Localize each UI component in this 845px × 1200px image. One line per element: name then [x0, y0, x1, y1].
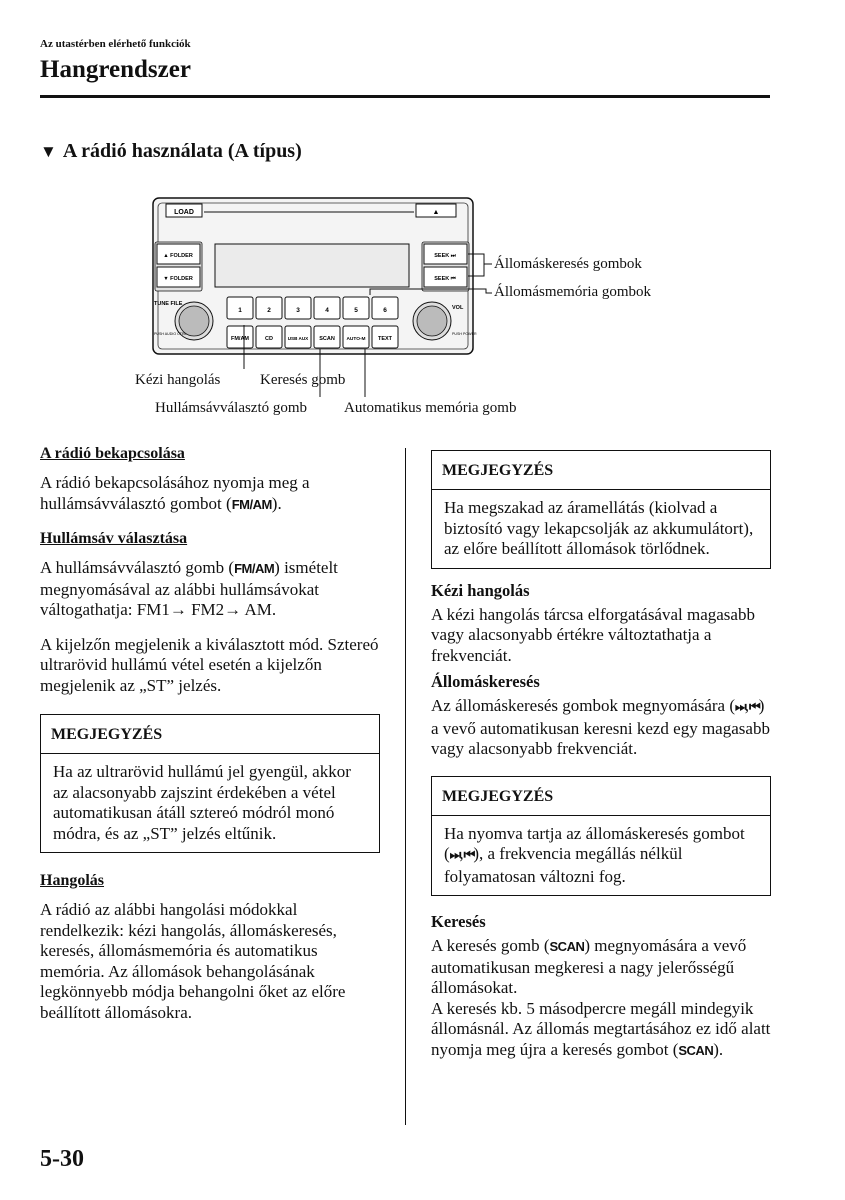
preset-label: 4 — [325, 307, 329, 314]
heading-radio-power: A rádió bekapcsolása — [40, 445, 185, 462]
seek-back-label: SEEK ⏮ — [434, 276, 456, 282]
radio-illustration — [152, 197, 477, 355]
load-label: LOAD — [174, 209, 194, 216]
page-title: Hangrendszer — [40, 56, 191, 83]
callout-manual-tuning: Kézi hangolás — [135, 372, 221, 388]
seek-forward-label: SEEK ⏭ — [434, 253, 456, 259]
note-body: Ha az ultrarövid hullámú jel gyengül, akkor az alacsonyabb zajszint érdekében a vétel automatikusan átáll sztereó módról monó módra, és az „ST” jelzés eltűnik. — [53, 762, 351, 843]
seek-back-icon: ⏮ — [748, 700, 759, 715]
preset-label: 2 — [267, 307, 271, 314]
preset-label: 6 — [383, 307, 387, 314]
sub-heading-text: A rádió használata (A típus) — [62, 140, 302, 162]
title-rule — [40, 95, 770, 98]
heading-manual-tuning: Kézi hangolás — [431, 580, 530, 600]
callout-scan-button: Keresés gomb — [260, 372, 346, 388]
push-power-label: PUSH POWER — [452, 332, 477, 336]
scan-inline-icon: SCAN — [549, 939, 585, 954]
preset-label: 1 — [238, 307, 242, 314]
callout-seek-buttons: Állomáskeresés gombok — [494, 256, 642, 272]
paragraph-radio-power: A rádió bekapcsolásához nyomja meg a hullámsávválasztó gombot (FM/AM). — [40, 473, 310, 513]
preset-label: 5 — [354, 307, 358, 314]
push-audio-label: PUSH AUDIO CTRL — [154, 332, 187, 336]
note-body: Ha megszakad az áramellátás (kiolvad a biztosító vagy lekapcsolják az akkumulátort), az előre beállított állomások törlődnek. — [444, 498, 754, 558]
heading-band-select: Hullámsáv választása — [40, 530, 188, 547]
note-title: MEGJEGYZÉS — [41, 715, 379, 754]
callout-auto-memory-button: Automatikus memória gomb — [344, 400, 517, 416]
callout-memory-buttons: Állomásmemória gombok — [494, 284, 652, 300]
vol-label: VOL — [452, 305, 464, 311]
right-column — [431, 450, 771, 1067]
heading-seek: Állomáskeresés — [431, 672, 540, 691]
note-body: Ha nyomva tartja az állomáskeresés gombot (⏭,⏮), a frekvencia megállás nélkül folyamatosan változni fog. — [444, 823, 745, 886]
note-box-fm-weak — [40, 714, 380, 853]
paragraph-manual-tuning: A kézi hangolás tárcsa elforgatásával magasabb vagy alacsonyabb értékre változtathatja a frekvenciát. — [431, 604, 755, 665]
note-title: MEGJEGYZÉS — [432, 451, 770, 490]
page-number: 5-30 — [40, 1146, 84, 1172]
heading-scan: Keresés — [431, 912, 486, 931]
tune-file-label: TUNE FILE — [154, 301, 183, 307]
fm-am-inline-icon: FM/AM — [231, 496, 272, 512]
section-label: Az utastérben elérhető funkciók — [40, 38, 191, 50]
callout-band-button: Hullámsávválasztó gomb — [155, 400, 308, 416]
eject-icon: ▲ — [432, 209, 440, 216]
auto-m-label: AUTO-M — [346, 337, 366, 342]
note-title: MEGJEGYZÉS — [432, 777, 770, 816]
sub-heading — [40, 140, 302, 163]
preset-label: 3 — [296, 307, 300, 314]
column-divider — [405, 448, 406, 1125]
usb-aux-label: USB AUX — [287, 336, 309, 341]
cd-label: CD — [265, 336, 273, 342]
triangle-icon: ▼ — [40, 142, 57, 161]
paragraph-scan: A keresés gomb (SCAN) megnyomására a vevő automatikusan megkeresi a nagy jelerősségű állomásokat. — [431, 936, 747, 997]
paragraph-band-select: A hullámsávválasztó gomb (FM/AM) ismételt megnyomásával az alábbi hullámsávokat váltogathatja: FM1→ FM2→ AM. — [40, 558, 338, 619]
heading-tuning: Hangolás — [40, 872, 105, 889]
volume-knob[interactable] — [417, 306, 447, 336]
note-box-power-loss — [431, 450, 771, 569]
folder-up-label: ▲ FOLDER — [163, 253, 193, 259]
scan-label: SCAN — [319, 336, 335, 342]
fm-am-inline-icon: FM/AM — [234, 561, 275, 576]
display-panel — [215, 244, 409, 287]
seek-back-icon: ⏮ — [463, 848, 474, 863]
paragraph-display-mode: A kijelzőn megjelenik a kiválasztott mód. Sztereó ultrarövid hullámú vétel esetén a kijelzőn megjelenik az „ST” jelzés. — [40, 634, 379, 695]
paragraph-tuning: A rádió az alábbi hangolási módokkal rendelkezik: kézi hangolás, állomáskeresés, keresés, állomásmemória és automatikus memória. Az állomások behangolásának legkönnyebb módja behangolni őket az előre beállított állomásokra. — [40, 900, 346, 1022]
note-box-seek-hold — [431, 776, 771, 897]
paragraph-scan-hold: A keresés kb. 5 másodpercre megáll mindegyik állomásnál. Az állomás megtartásához ez idő alatt nyomja meg újra a keresés gombot (SCAN). — [431, 998, 771, 1059]
left-column — [40, 444, 380, 1037]
seek-forward-icon: ⏭ — [735, 700, 745, 715]
fm-am-label: FM/AM — [230, 336, 250, 342]
folder-down-label: ▼ FOLDER — [163, 276, 193, 282]
text-label: TEXT — [377, 336, 393, 342]
scan-inline-icon: SCAN — [678, 1042, 714, 1058]
paragraph-seek: Az állomáskeresés gombok megnyomására (⏭,⏮) a vevő automatikusan keresni kezd egy magasabb vagy alacsonyabb frekvenciát. — [431, 696, 770, 758]
seek-forward-icon: ⏭ — [449, 848, 460, 863]
